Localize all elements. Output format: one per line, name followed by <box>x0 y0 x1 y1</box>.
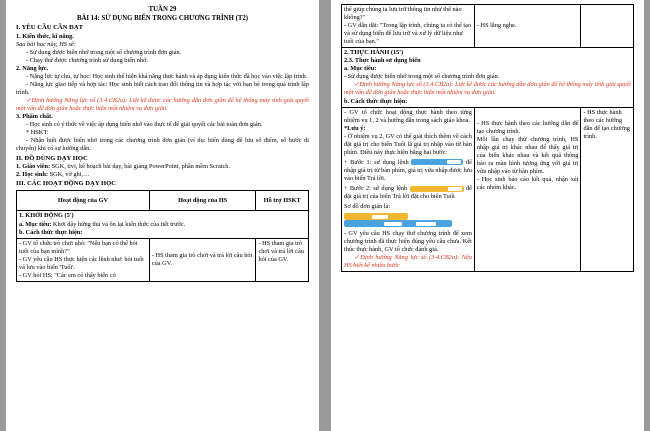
set-variable-block <box>410 186 464 192</box>
practice-teacher-2: - Ở nhiệm vụ 2, GV có thể giải thích thêm về cách đặt giá trị cho biến Tuổi là giá trị nhập vào từ bàn phím. Điều này thực hiện bằng hai bước: <box>344 132 472 156</box>
digital-competence-note: ✓Định hướng Năng lực số (3.4.CB2a): Liệt kê được các hướng dẫn đơn giản để hệ thống máy tính giải quyết một vấn đề đơn giản hoặc thực hiện một nhiệm vụ đơn giản. <box>16 97 309 113</box>
section-activities: III. CÁC HOẠT ĐỘNG DẠY HỌC <box>16 180 117 188</box>
section-materials: II. ĐỒ DÙNG DẠY HỌC <box>16 154 88 162</box>
table-row <box>17 211 309 238</box>
table-row <box>342 48 634 107</box>
cont-student-cell: - HS lắng nghe. <box>474 5 581 48</box>
practice-student-2: Mỗi lần chạy thử chương trình, HS nhập giá trị khác nhau để thấy giá trị của biến khác nhau và kết quả thông báo ra màn hình tương ứng với giá trị vừa nhập vào từ bàn phím. <box>476 135 579 175</box>
header-hskt: Hỗ trợ HSKT <box>256 191 309 211</box>
warmup-teacher-2: - GV yêu cầu HS thực hiện các lệnh như: hỏi tuổi và lưu vào biến 'Tuổi'. <box>19 255 144 271</box>
flow-label: Sơ đồ đơn giản là: <box>344 203 391 211</box>
subsection-knowledge: 1. Kiến thức, kĩ năng. <box>16 32 74 40</box>
practice-digital-note: ✓Định hướng Năng lực số (3.4.CB2a): Liệt kê được các hướng dẫn đơn giản để hệ thống máy tính giải quyết một vấn đề đơn giản hoặc thực hiện một nhiệm vụ đơn giản. <box>344 81 631 97</box>
quality-item: - Học sinh có ý thức về việc áp dụng biến nhớ vào thực tế để giải quyết các bài toán đơn giản. <box>26 121 263 129</box>
practice-teacher-3: - GV yêu cầu HS chạy thử chương trình để xem chương trình đã thực hiện đúng yêu cầu chưa. Kết thúc thực hành, GV tổ chức đánh giá. <box>344 230 472 254</box>
warmup-method: b. Cách thức thực hiện: <box>19 228 83 236</box>
practice-hskt-cell: - HS thực hành theo các hướng dẫn để tạo chương trình. <box>581 107 634 272</box>
cont-hskt-cell <box>581 5 634 48</box>
lesson-title: BÀI 14: SỬ DỤNG BIẾN TRONG CHƯƠNG TRÌNH (T2) <box>76 14 249 22</box>
practice-method-label: b. Cách thức thực hiện: <box>344 97 408 105</box>
table-row <box>342 107 634 272</box>
section-requirements: I. YÊU CẦU CẦN ĐẠT <box>16 24 83 32</box>
warmup-teacher-cell <box>17 238 150 281</box>
flow-diagram-blocks <box>344 213 472 227</box>
warmup-section-cell <box>17 211 309 238</box>
warmup-teacher-1: - GV tổ chức trò chơi nhỏ: "Nếu bạn có thể hỏi tuổi của bạn mình?" <box>19 239 138 255</box>
document-page-right <box>331 0 644 431</box>
practice-teacher-cell <box>342 107 475 272</box>
flow-block-2 <box>344 220 452 227</box>
activities-table <box>16 190 309 281</box>
competence-item-1: - Năng lực tự chủ, tự học: Học sinh thể hiện khả năng thực hành và áp dụng kiến thức đã học vào việc lập trình. <box>26 73 308 81</box>
table-row <box>342 5 634 48</box>
practice-goal-label: a. Mục tiêu: <box>344 65 377 73</box>
practice-student-3: - Học sinh báo cáo kết quả, nhận xét các nhóm khác. <box>476 175 579 191</box>
step-1: + Bước 1: sử dụng lệnh để nhập giá trị từ bàn phím, giá trị vừa nhập được lưu vào biến Trả lời. <box>344 158 472 182</box>
materials-teacher: 1. Giáo viên: SGK, tivi, kế hoạch bài dạy, bài giảng PowerPoint, phần mềm Scratch. <box>16 162 231 170</box>
step-2: + Bước 2: sử dụng lệnh để đặt giá trị của biến Trả lời đặt cho biến Tuổi <box>344 184 472 201</box>
subsection-quality: 3. Phẩm chất. <box>16 113 53 121</box>
practice-student-cell <box>474 107 581 272</box>
warmup-goal: a. Mục tiêu: Khơi dậy hứng thú và ôn lại kiến thức của tiết trước. <box>19 220 186 228</box>
practice-note-label: *Lưu ý: <box>344 124 366 132</box>
header-student: Hoạt động của HS <box>149 191 256 211</box>
knowledge-intro: Sau bài học này, HS sẽ: <box>16 40 76 48</box>
practice-subheading: 2.3. Thực hành sử dụng biến <box>344 57 421 65</box>
knowledge-item-1: - Sử dụng được biến nhớ trong một số chương trình đơn giản. <box>26 48 182 56</box>
knowledge-item-2: - Chạy thử được chương trình sử dụng biến nhớ. <box>26 56 148 64</box>
document-page-left <box>6 0 319 431</box>
header-teacher: Hoạt động của GV <box>17 191 150 211</box>
hskt-heading: * HSKT: <box>26 129 49 137</box>
warmup-heading: 1. KHỞI ĐỘNG (5') <box>19 212 74 220</box>
practice-section-cell <box>342 48 634 107</box>
cont-teacher-cell <box>342 5 475 48</box>
competence-item-2: - Năng lực giao tiếp và hợp tác: Học sinh biết cách trao đổi thông tin và hợp tác với bạn bè trong quá trình lập trình. <box>16 81 309 97</box>
subsection-competence: 2. Năng lực. <box>16 65 49 72</box>
week-heading: TUẦN 29 <box>148 6 177 13</box>
warmup-hskt-cell: - HS tham gia trò chơi và trả lời câu hỏi của GV. <box>256 238 309 281</box>
hskt-item: - Nhận biết được biến nhớ trong các chương trình đơn giản (ví dụ: biến dùng để lưu số điểm, số bước di chuyển) khi có sự hướng dẫn. <box>16 137 309 153</box>
table-header-row <box>17 191 309 211</box>
practice-student-1: - HS thực hành theo các hướng dẫn để tạo chương trình. <box>476 119 579 135</box>
practice-heading: 2. THỰC HÀNH (15') <box>344 49 404 57</box>
materials-student: 2. Học sinh: SGK, vở ghi,… <box>16 171 90 178</box>
cont-teacher-2: - GV dẫn dắt: "Trong lập trình, chúng ta có thể tạo và sử dụng biến để lưu trữ và xử lý dữ liệu như tuổi của bạn." <box>344 22 472 46</box>
warmup-student-cell: - HS tham gia trò chơi và trả lời câu hỏi của GV. <box>149 238 256 281</box>
activities-table-continued <box>341 4 634 272</box>
practice-teacher-1: - GV tổ chức hoạt động thực hành theo từng nhiệm vụ 1, 2 và hướng dẫn trong sách giáo khoa. <box>344 108 472 124</box>
cont-teacher-1: thể giúp chúng ta lưu trữ thông tin như thế nào không?" <box>344 6 462 22</box>
warmup-teacher-3: - GV hỏi HS: "Các em có thấy biến có <box>19 271 116 279</box>
practice-goal: - Sử dụng được biến nhớ trong một số chương trình đơn giản. <box>344 73 500 81</box>
practice-digital-note-2: ✓Định hướng Năng lực số (3.4.CB2a): Nếu HS biết kể nhiều bước <box>344 254 472 270</box>
table-row <box>17 238 309 281</box>
flow-block-1 <box>344 213 408 220</box>
ask-and-wait-block <box>411 159 463 165</box>
